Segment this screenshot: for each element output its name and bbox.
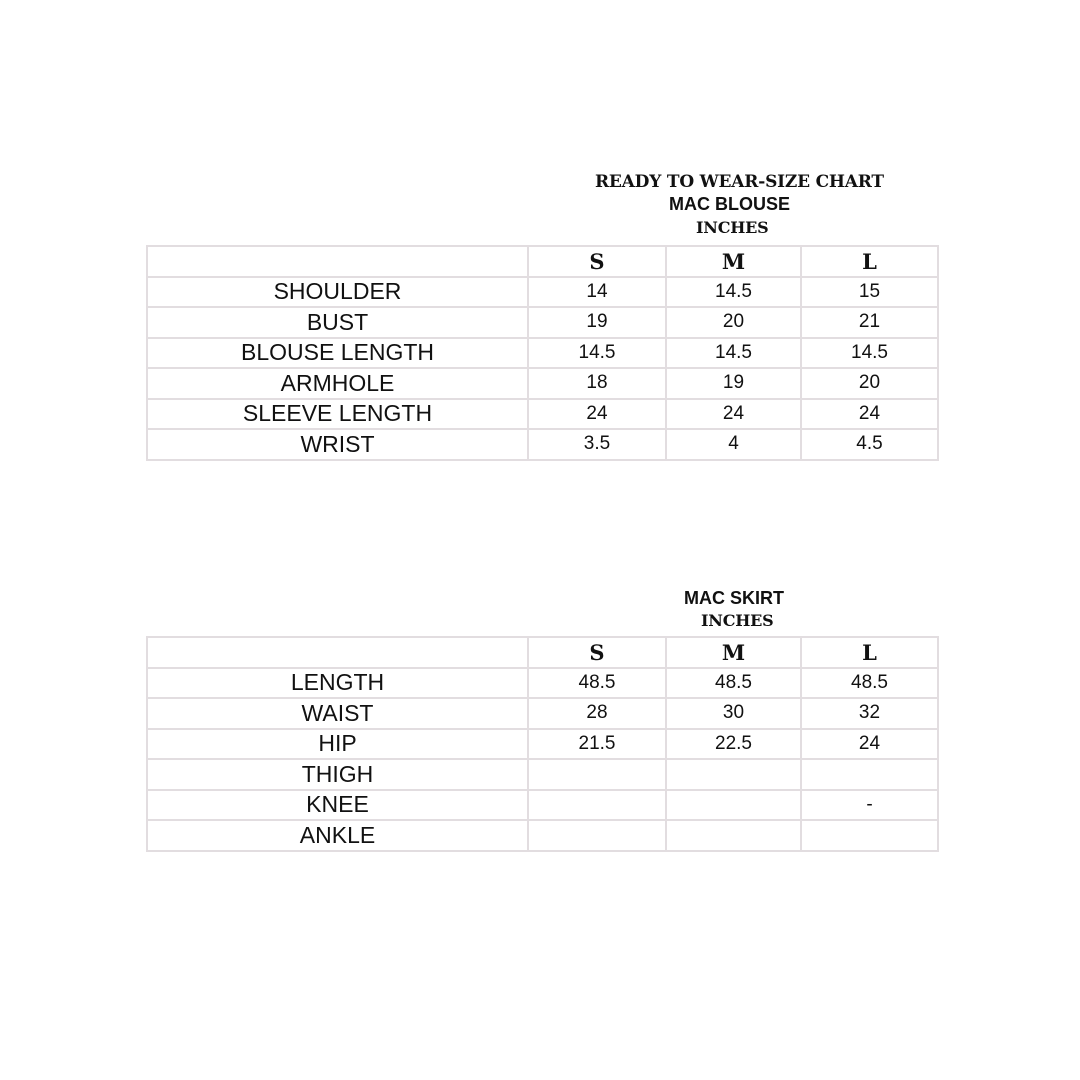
table-row [147,820,938,851]
value-cell: 19 [528,307,666,338]
blouse-size-table [146,245,939,461]
row-label: WRIST [147,429,528,460]
table-row [147,668,938,699]
skirt-unit-label: INCHES [701,611,774,630]
value-cell: 24 [666,399,801,430]
value-cell: 21.5 [528,729,666,760]
table-row [147,790,938,821]
value-cell: 24 [528,399,666,430]
table-row [147,759,938,790]
value-cell: 24 [801,399,938,430]
value-cell: 4.5 [801,429,938,460]
table-row [147,399,938,430]
value-cell: 19 [666,368,801,399]
blouse-header-row [147,246,938,277]
value-cell: 32 [801,698,938,729]
size-header-m: M [666,246,801,277]
table-row [147,698,938,729]
value-cell [528,820,666,851]
row-label: LENGTH [147,668,528,699]
value-cell [666,759,801,790]
row-label: BUST [147,307,528,338]
row-label: HIP [147,729,528,760]
chart-title: READY TO WEAR-SIZE CHART [595,172,884,192]
row-label: SLEEVE LENGTH [147,399,528,430]
value-cell: 22.5 [666,729,801,760]
row-label: ARMHOLE [147,368,528,399]
value-cell: 30 [666,698,801,729]
corner-cell [147,637,528,668]
value-cell: 14.5 [801,338,938,369]
value-cell: 14.5 [666,277,801,308]
row-label: SHOULDER [147,277,528,308]
skirt-header-row [147,637,938,668]
value-cell: 48.5 [801,668,938,699]
value-cell [666,790,801,821]
size-header-l: L [801,246,938,277]
value-cell: 15 [801,277,938,308]
size-header-m: M [666,637,801,668]
value-cell [666,820,801,851]
table-row [147,307,938,338]
value-cell [528,790,666,821]
table-row [147,338,938,369]
value-cell: 18 [528,368,666,399]
value-cell [801,759,938,790]
table-row [147,729,938,760]
value-cell [528,759,666,790]
value-cell: 24 [801,729,938,760]
row-label: THIGH [147,759,528,790]
skirt-size-table [146,636,939,852]
value-cell: 14.5 [666,338,801,369]
row-label: WAIST [147,698,528,729]
table-row [147,429,938,460]
size-header-l: L [801,637,938,668]
value-cell [801,820,938,851]
value-cell: 20 [666,307,801,338]
value-cell: 48.5 [666,668,801,699]
corner-cell [147,246,528,277]
value-cell: 14 [528,277,666,308]
value-cell: 48.5 [528,668,666,699]
value-cell: 28 [528,698,666,729]
value-cell: 20 [801,368,938,399]
value-cell: - [801,790,938,821]
size-header-s: S [528,637,666,668]
value-cell: 4 [666,429,801,460]
value-cell: 14.5 [528,338,666,369]
size-header-s: S [528,246,666,277]
row-label: ANKLE [147,820,528,851]
value-cell: 21 [801,307,938,338]
value-cell: 3.5 [528,429,666,460]
skirt-product-title: MAC SKIRT [684,588,784,608]
table-row [147,277,938,308]
blouse-unit-label: INCHES [696,218,769,237]
row-label: BLOUSE LENGTH [147,338,528,369]
row-label: KNEE [147,790,528,821]
table-row [147,368,938,399]
blouse-product-title: MAC BLOUSE [669,194,790,214]
